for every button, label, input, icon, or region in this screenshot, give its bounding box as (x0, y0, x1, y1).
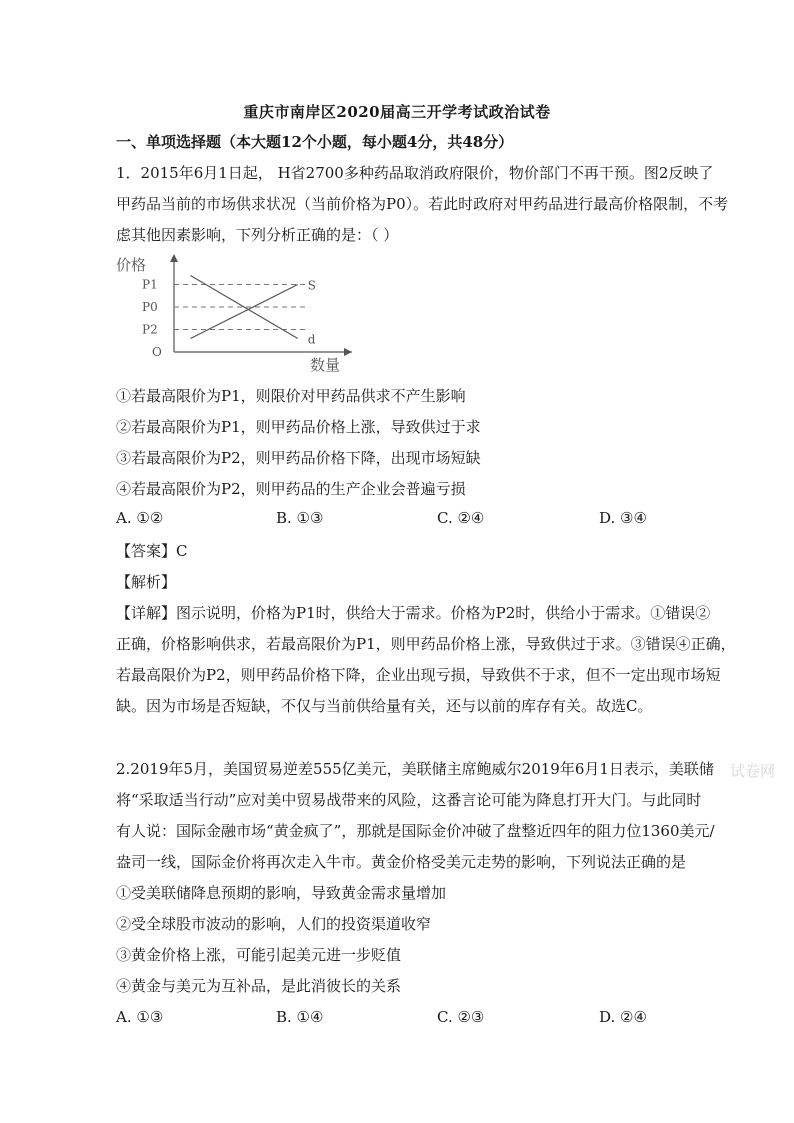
y-tick-label-p0: P0 (142, 300, 158, 314)
q1-line-3: 虑其他因素影响，下列分析正确的是：（ ） (116, 226, 399, 244)
q2-option-c: C. ②③ (437, 1008, 485, 1026)
q1-statement-2: ②若最高限价为P1，则甲药品价格上涨，导致供过于求 (116, 418, 481, 436)
q1-detail-line-4: 缺。因为市场是否短缺，不仅与当前供给量有关，还与以前的库存有关。故选C。 (116, 697, 653, 715)
section-header: 一、单项选择题（本大题12个小题，每小题4分，共48分） (116, 133, 514, 151)
y-tick-label-p2: P2 (142, 322, 158, 337)
q2-statement-2: ②受全球股市波动的影响，人们的投资渠道收窄 (116, 915, 432, 933)
x-axis-arrow (344, 348, 352, 356)
q1-option-d: D. ③④ (599, 509, 647, 527)
q1-statement-1: ①若最高限价为P1，则限价对甲药品供求不产生影响 (116, 387, 466, 405)
page-title: 重庆市南岸区2020届高三开学考试政治试卷 (243, 103, 551, 121)
q1-option-b: B. ①③ (276, 509, 324, 527)
y-axis-label: 价格 (116, 256, 147, 274)
q2-line-3: 有人说：国际金融市场“黄金疯了”，那就是国际金价冲破了盘整近四年的阻力位1360美元/ (116, 822, 715, 840)
q1-detail-line-2: 正确，价格影响供求，若最高限价为P1，则甲药品价格上涨，导致供过于求。③错误④正确， (116, 635, 736, 653)
supply-demand-chart (112, 252, 362, 372)
q2-line-4: 盎司一线，国际金价将再次走入牛市。黄金价格受美元走势的影响，下列说法正确的是 (116, 853, 687, 871)
q2-line-2: 将“采取适当行动”应对美中贸易战带来的风险，这番言论可能为降息打开大门。与此同时 (116, 791, 702, 809)
series-label-d: d (307, 332, 316, 347)
q2-statement-1: ①受美联储降息预期的影响，导致黄金需求量增加 (116, 884, 447, 902)
watermark: 试卷网 (730, 762, 776, 780)
q1-statement-4: ④若最高限价为P2，则甲药品的生产企业会普遍亏损 (116, 480, 466, 498)
origin-label: O (152, 345, 162, 359)
q2-option-d: D. ②④ (599, 1008, 647, 1026)
x-axis-label: 数量 (310, 356, 341, 372)
q1-option-c: C. ②④ (437, 509, 485, 527)
series-line-s (191, 285, 298, 339)
q1-analysis-label: 【解析】 (116, 573, 177, 591)
series-line-d (191, 276, 298, 339)
q1-option-a: A. ①② (116, 509, 164, 527)
y-tick-label-p1: P1 (142, 277, 158, 292)
series-label-s: S (307, 278, 316, 293)
q2-option-b: B. ①④ (276, 1008, 324, 1026)
q2-statement-3: ③黄金价格上涨，可能引起美元进一步贬值 (116, 946, 402, 964)
q2-line-1: 2.2019年5月，美国贸易逆差555亿美元，美联储主席鲍威尔2019年6月1日表示，美联储 (116, 760, 714, 778)
q1-line-1: 1．2015年6月1日起， H省2700多种药品取消政府限价，物价部门不再干预。图2反映了 (116, 164, 714, 182)
q1-detail-line-1: 【详解】图示说明，价格为P1时，供给大于需求。价格为P2时，供给小于需求。①错误② (116, 604, 711, 622)
q1-line-2: 甲药品当前的市场供求状况（当前价格为P0）。若此时政府对甲药品进行最高价格限制，不考 (116, 195, 729, 213)
y-axis-arrow (170, 254, 178, 262)
q2-statement-4: ④黄金与美元为互补品，是此消彼长的关系 (116, 977, 402, 995)
q1-answer: 【答案】C (116, 542, 188, 560)
q1-detail-line-3: 若最高限价为P2，则甲药品价格下降，企业出现亏损，导致供不于求，但不一定出现市场短 (116, 666, 721, 684)
q1-statement-3: ③若最高限价为P2，则甲药品价格下降，出现市场短缺 (116, 449, 481, 467)
q2-option-a: A. ①③ (116, 1008, 164, 1026)
